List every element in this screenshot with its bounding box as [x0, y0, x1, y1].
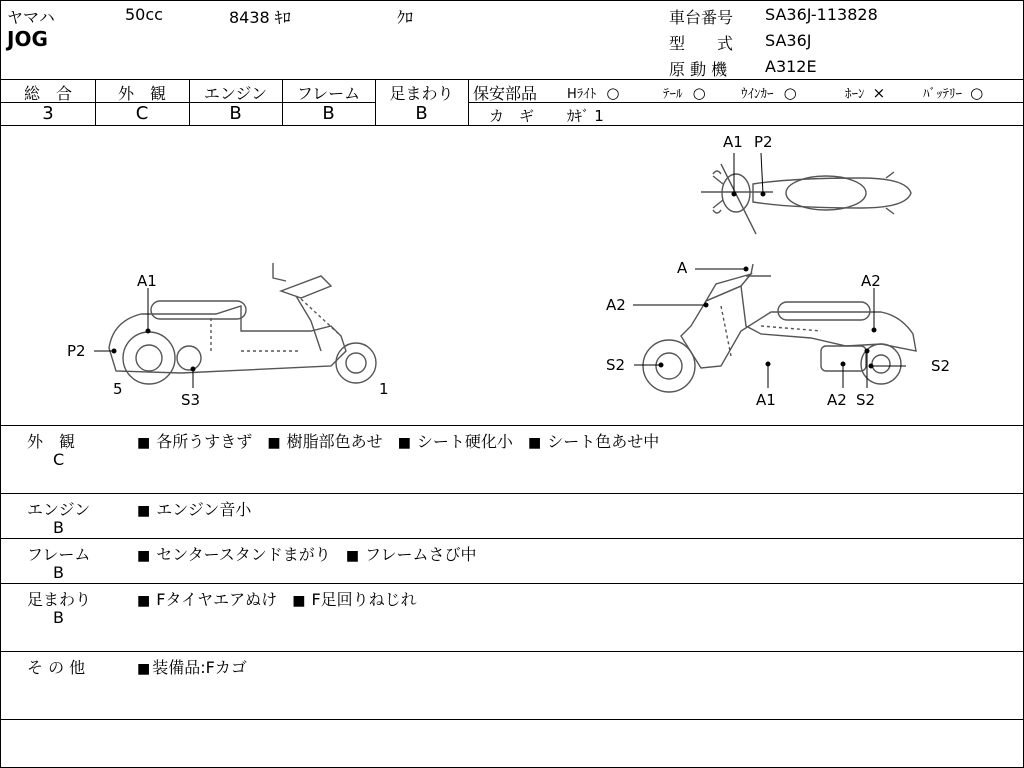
grade-header-frame: フレーム — [296, 84, 361, 103]
frame-number-label: 車台番号 — [669, 8, 734, 27]
diagram-label: A — [677, 259, 688, 277]
diagram-label: A1 — [723, 133, 743, 151]
diagram-label: A1 — [756, 391, 776, 409]
note-item: 装備品:Fカゴ — [152, 658, 247, 677]
diagram-label: A1 — [137, 272, 157, 290]
diagram-label: P2 — [67, 342, 86, 360]
note-item: フレームさび中 — [365, 545, 477, 564]
mileage: 8438 ｷﾛ — [229, 8, 291, 27]
model-name: JOG — [7, 27, 48, 51]
key-value: ｶｷﾞ 1 — [567, 107, 604, 125]
divider — [1, 719, 1023, 720]
safety-item-battery — [923, 83, 983, 102]
note-grade-frame: B — [53, 563, 64, 582]
note-items-engine — [137, 497, 251, 520]
note-items-frame — [137, 542, 477, 565]
diagram-label: P2 — [754, 133, 773, 151]
note-item: シート色あせ中 — [547, 432, 660, 451]
diagram-label: S2 — [931, 357, 951, 375]
safety-item-horn — [845, 83, 885, 102]
divider — [1, 79, 1023, 80]
divider — [1, 651, 1023, 652]
diagram-label: S3 — [181, 391, 201, 409]
note-item: F足回りねじれ — [311, 590, 417, 609]
bullet-icon: ■ — [345, 548, 360, 564]
bullet-icon: ■ — [267, 435, 281, 451]
bullet-icon: ■ — [528, 435, 542, 451]
grade-header-overall: 総 合 — [23, 84, 72, 103]
note-items-suspension — [137, 587, 417, 610]
engine-label: 原 動 機 — [669, 60, 728, 79]
note-grade-exterior: C — [53, 450, 65, 469]
note-item: エンジン音小 — [156, 500, 252, 519]
note-label-exterior: 外 観 — [27, 432, 76, 451]
safety-item-label: ﾃｰﾙ — [663, 87, 683, 102]
color: ｸﾛ — [397, 8, 414, 27]
note-item: センタースタンドまがり — [156, 545, 331, 564]
grade-suspension: B — [415, 103, 428, 124]
divider — [1, 583, 1023, 584]
safety-item-mark: × — [872, 84, 886, 102]
grade-overall: 3 — [42, 103, 54, 124]
note-label-suspension: 足まわり — [27, 590, 92, 609]
model-type-value: SA36J — [765, 31, 812, 50]
divider — [468, 102, 1023, 103]
safety-item-label: ｳｲﾝｶｰ — [741, 87, 774, 102]
diagram-label: S2 — [856, 391, 876, 409]
diagram-label: A2 — [861, 272, 881, 290]
safety-parts-title: 保安部品 — [473, 84, 538, 103]
maker: ヤマハ — [7, 8, 55, 27]
note-item: 各所うすきず — [156, 432, 253, 451]
frame-number-value: SA36J-113828 — [765, 5, 878, 24]
note-item: 樹脂部色あせ — [286, 432, 383, 451]
safety-item-mark: ○ — [606, 84, 620, 102]
safety-item-label: ﾊﾞｯﾃﾘｰ — [923, 87, 962, 102]
diagram-label: 1 — [379, 380, 389, 398]
diagram-label: S2 — [606, 356, 626, 374]
note-grade-engine: B — [53, 518, 64, 537]
engine-value: A312E — [765, 57, 817, 76]
bullet-icon: ■ — [137, 435, 151, 451]
bullet-icon: ■ — [137, 503, 151, 519]
grade-exterior: C — [135, 103, 149, 124]
note-items-other — [137, 655, 247, 678]
note-items-exterior — [137, 429, 659, 452]
grade-header-suspension: 足まわり — [389, 84, 454, 103]
diagram-label: 5 — [113, 380, 123, 398]
note-grade-suspension: B — [53, 608, 64, 627]
safety-item-label: Hﾗｲﾄ — [567, 87, 597, 102]
displacement: 50cc — [125, 5, 163, 24]
bullet-icon: ■ — [137, 661, 151, 677]
damage-diagram — [1, 126, 1023, 424]
bullet-icon: ■ — [292, 593, 306, 609]
note-item: シート硬化小 — [416, 432, 513, 451]
safety-item-taillight — [663, 83, 706, 102]
bullet-icon: ■ — [137, 548, 151, 564]
diagram-label: A2 — [606, 296, 626, 314]
bullet-icon: ■ — [137, 593, 151, 609]
note-label-frame: フレーム — [27, 545, 91, 564]
safety-item-mark: ○ — [783, 84, 797, 102]
note-item: Fタイヤエアぬけ — [156, 590, 278, 609]
safety-item-winker — [741, 83, 797, 102]
grade-frame: B — [322, 103, 335, 124]
scooter-top-view — [701, 164, 911, 234]
divider — [1, 493, 1023, 494]
divider — [1, 538, 1023, 539]
note-label-engine: エンジン — [27, 500, 91, 519]
safety-item-headlight — [567, 83, 620, 102]
safety-item-mark: ○ — [692, 84, 706, 102]
note-label-other: そ の 他 — [27, 658, 86, 677]
grade-header-exterior: 外 観 — [117, 84, 166, 103]
diagram-label: A2 — [827, 391, 847, 409]
model-type-label: 型 式 — [669, 34, 734, 53]
grade-header-engine: エンジン — [203, 84, 268, 103]
divider — [1, 425, 1023, 426]
safety-item-label: ﾎｰﾝ — [845, 87, 865, 102]
grade-engine: B — [229, 103, 242, 124]
bullet-icon: ■ — [397, 435, 411, 451]
key-label: カ ギ — [489, 107, 535, 125]
safety-item-mark: ○ — [970, 84, 984, 102]
